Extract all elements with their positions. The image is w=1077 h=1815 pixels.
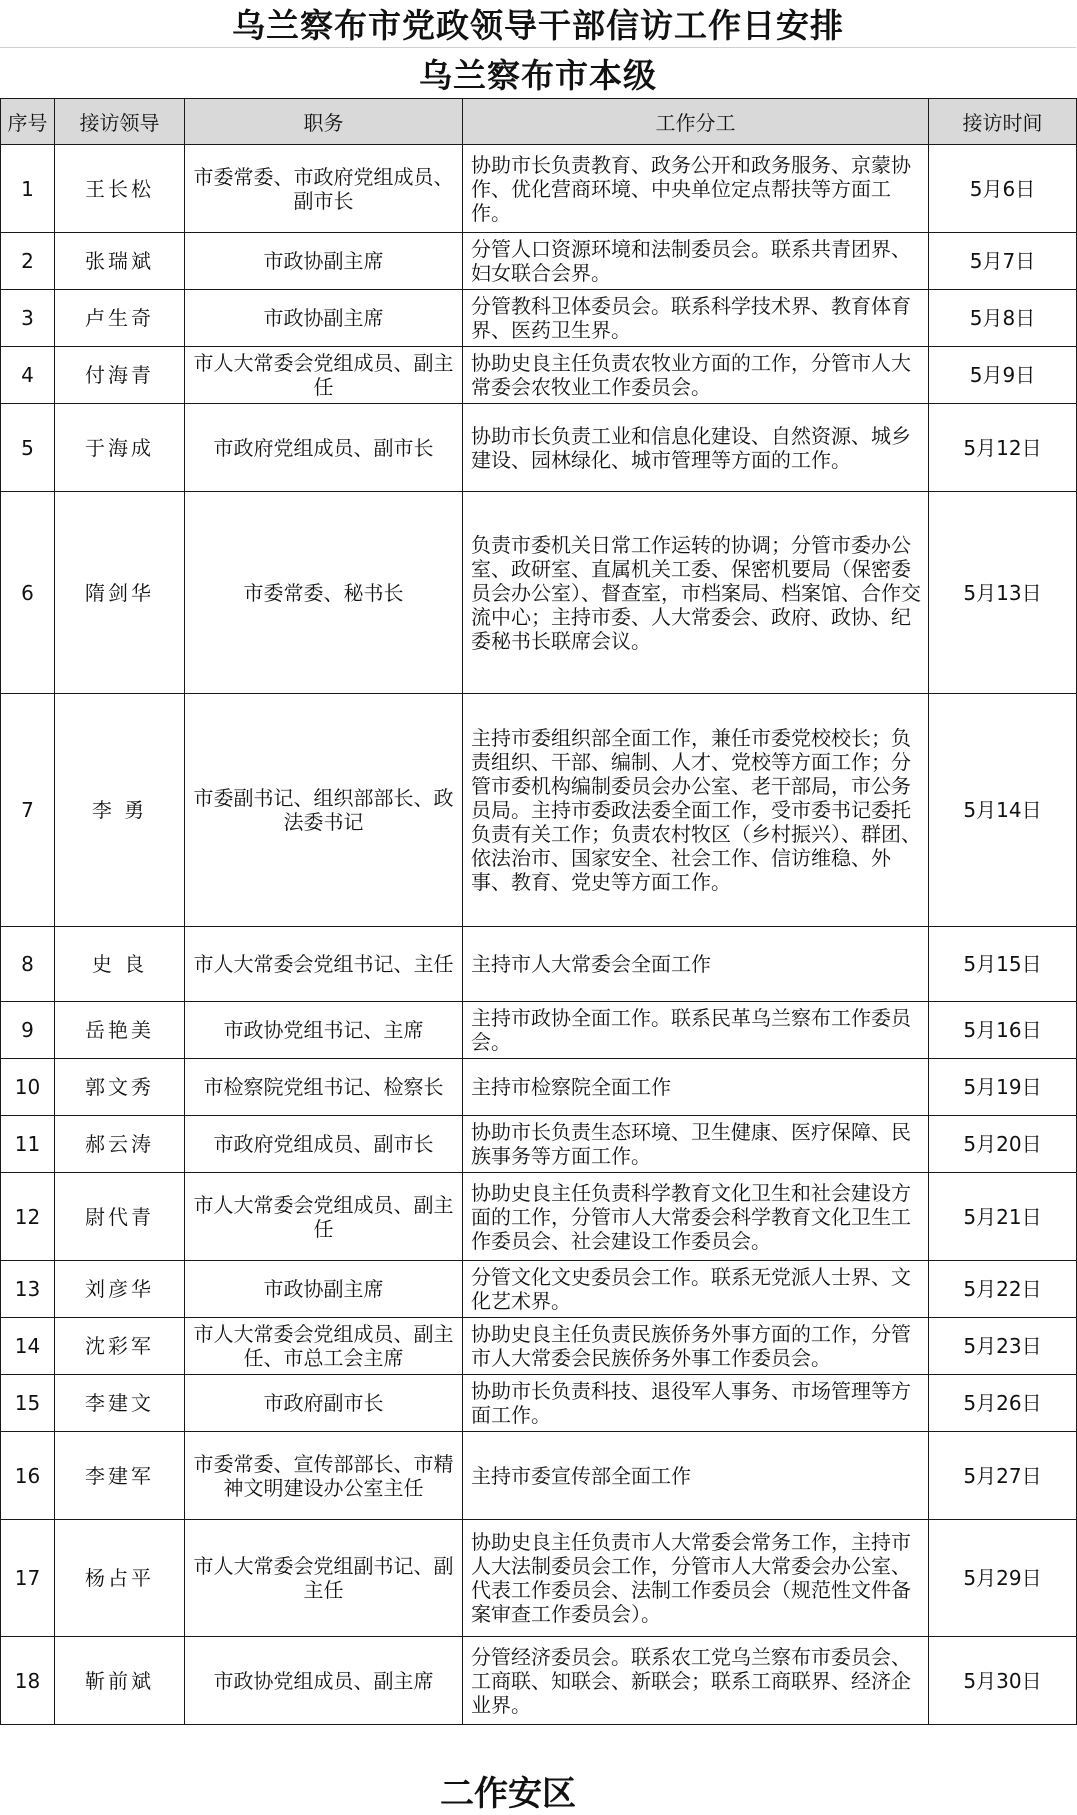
table-row	[1, 927, 1077, 1002]
table-header-row	[1, 99, 1077, 145]
table-row	[1, 145, 1077, 233]
table-row	[1, 1116, 1077, 1173]
table-row	[1, 347, 1077, 404]
reception-date: 5月29日	[929, 1520, 1077, 1637]
duty-description: 协助史良主任负责民族侨务外事方面的工作，分管市人大常委会民族侨务外事工作委员会。	[463, 1318, 929, 1375]
leader-name: 郭文秀	[55, 1059, 185, 1116]
leader-role: 市人大常委会党组书记、主任	[185, 927, 463, 1002]
duty-description: 主持市委组织部全面工作，兼任市委党校校长；负责组织、干部、编制、人才、党校等方面工作；分管市委机构编制委员会办公室、老干部局，市公务员局。主持市委政法委全面工作，受市委书记委托负责有关工作；负责农村牧区（乡村振兴）、群团、依法治市、国家安全、社会工作、信访维稳、外事、教育、党史等方面工作。	[463, 694, 929, 927]
leader-name: 王长松	[55, 145, 185, 233]
row-number: 13	[1, 1261, 55, 1318]
reception-date: 5月26日	[929, 1375, 1077, 1432]
page-title: 乌兰察布市党政领导干部信访工作日安排	[0, 0, 1076, 48]
clipped-next-heading	[0, 1762, 1076, 1814]
clipped-heading-text: 二作安区	[440, 1774, 576, 1814]
reception-date: 5月22日	[929, 1261, 1077, 1318]
row-number: 4	[1, 347, 55, 404]
column-header-duty: 工作分工	[463, 99, 929, 145]
reception-date: 5月21日	[929, 1173, 1077, 1261]
duty-description: 主持市检察院全面工作	[463, 1059, 929, 1116]
row-number: 1	[1, 145, 55, 233]
row-number: 3	[1, 290, 55, 347]
duty-description: 协助市长负责教育、政务公开和政务服务、京蒙协作、优化营商环境、中央单位定点帮扶等方面工作。	[463, 145, 929, 233]
leader-role: 市委常委、市政府党组成员、副市长	[185, 145, 463, 233]
leader-name: 沈彩军	[55, 1318, 185, 1375]
leader-name: 尉代青	[55, 1173, 185, 1261]
row-number: 9	[1, 1002, 55, 1059]
reception-date: 5月6日	[929, 145, 1077, 233]
column-header-date: 接访时间	[929, 99, 1077, 145]
duty-description: 分管经济委员会。联系农工党乌兰察布市委员会、工商联、知联会、新联会；联系工商联界、经济企业界。	[463, 1637, 929, 1725]
leader-role: 市政府党组成员、副市长	[185, 404, 463, 492]
reception-date: 5月8日	[929, 290, 1077, 347]
table-row	[1, 233, 1077, 290]
duty-description: 协助史良主任负责农牧业方面的工作，分管市人大常委会农牧业工作委员会。	[463, 347, 929, 404]
table-row	[1, 1318, 1077, 1375]
schedule-table	[0, 98, 1077, 1725]
duty-description: 协助市长负责科技、退役军人事务、市场管理等方面工作。	[463, 1375, 929, 1432]
leader-role: 市委常委、宣传部部长、市精神文明建设办公室主任	[185, 1432, 463, 1520]
row-number: 2	[1, 233, 55, 290]
row-number: 5	[1, 404, 55, 492]
row-number: 12	[1, 1173, 55, 1261]
row-number: 18	[1, 1637, 55, 1725]
table-row	[1, 1520, 1077, 1637]
reception-date: 5月23日	[929, 1318, 1077, 1375]
table-row	[1, 1173, 1077, 1261]
table-row	[1, 1637, 1077, 1725]
leader-name: 史 良	[55, 927, 185, 1002]
leader-role: 市人大常委会党组成员、副主任、市总工会主席	[185, 1318, 463, 1375]
leader-role: 市政协党组成员、副主席	[185, 1637, 463, 1725]
leader-name: 靳前斌	[55, 1637, 185, 1725]
reception-date: 5月19日	[929, 1059, 1077, 1116]
leader-name: 李建军	[55, 1432, 185, 1520]
duty-description: 协助市长负责生态环境、卫生健康、医疗保障、民族事务等方面工作。	[463, 1116, 929, 1173]
leader-role: 市政府党组成员、副市长	[185, 1116, 463, 1173]
leader-name: 岳艳美	[55, 1002, 185, 1059]
leader-role: 市政协副主席	[185, 290, 463, 347]
leader-role: 市人大常委会党组副书记、副主任	[185, 1520, 463, 1637]
table-row	[1, 694, 1077, 927]
reception-date: 5月13日	[929, 492, 1077, 694]
reception-date: 5月14日	[929, 694, 1077, 927]
row-number: 7	[1, 694, 55, 927]
leader-name: 刘彦华	[55, 1261, 185, 1318]
table-row	[1, 492, 1077, 694]
leader-name: 付海青	[55, 347, 185, 404]
leader-role: 市政府副市长	[185, 1375, 463, 1432]
duty-description: 分管人口资源环境和法制委员会。联系共青团界、妇女联合会界。	[463, 233, 929, 290]
page-subtitle: 乌兰察布市本级	[419, 55, 657, 95]
duty-description: 负责市委机关日常工作运转的协调；分管市委办公室、政研室、直属机关工委、保密机要局（保密委员会办公室）、督查室，市档案局、档案馆、合作交流中心；主持市委、人大常委会、政府、政协、纪委秘书长联席会议。	[463, 492, 929, 694]
duty-description: 分管教科卫体委员会。联系科学技术界、教育体育界、医药卫生界。	[463, 290, 929, 347]
reception-date: 5月20日	[929, 1116, 1077, 1173]
duty-description: 主持市人大常委会全面工作	[463, 927, 929, 1002]
reception-date: 5月15日	[929, 927, 1077, 1002]
leader-role: 市政协副主席	[185, 1261, 463, 1318]
leader-name: 于海成	[55, 404, 185, 492]
duty-description: 协助史良主任负责市人大常委会常务工作，主持市人大法制委员会工作，分管市人大常委会办公室、代表工作委员会、法制工作委员会（规范性文件备案审查工作委员会）。	[463, 1520, 929, 1637]
leader-name: 张瑞斌	[55, 233, 185, 290]
reception-date: 5月12日	[929, 404, 1077, 492]
row-number: 8	[1, 927, 55, 1002]
duty-description: 主持市委宣传部全面工作	[463, 1432, 929, 1520]
row-number: 17	[1, 1520, 55, 1637]
leader-name: 郝云涛	[55, 1116, 185, 1173]
column-header-role: 职务	[185, 99, 463, 145]
leader-role: 市政协副主席	[185, 233, 463, 290]
leader-role: 市人大常委会党组成员、副主任	[185, 347, 463, 404]
duty-description: 协助史良主任负责科学教育文化卫生和社会建设方面的工作，分管市人大常委会科学教育文化卫生工作委员会、社会建设工作委员会。	[463, 1173, 929, 1261]
reception-date: 5月9日	[929, 347, 1077, 404]
leader-role: 市委常委、秘书长	[185, 492, 463, 694]
leader-name: 卢生奇	[55, 290, 185, 347]
table-row	[1, 1059, 1077, 1116]
reception-date: 5月27日	[929, 1432, 1077, 1520]
leader-name: 李 勇	[55, 694, 185, 927]
leader-role: 市人大常委会党组成员、副主任	[185, 1173, 463, 1261]
table-row	[1, 1375, 1077, 1432]
row-number: 6	[1, 492, 55, 694]
column-header-no: 序号	[1, 99, 55, 145]
leader-role: 市政协党组书记、主席	[185, 1002, 463, 1059]
row-number: 14	[1, 1318, 55, 1375]
leader-name: 隋剑华	[55, 492, 185, 694]
duty-description: 主持市政协全面工作。联系民革乌兰察布工作委员会。	[463, 1002, 929, 1059]
table-row	[1, 1261, 1077, 1318]
table-row	[1, 404, 1077, 492]
row-number: 11	[1, 1116, 55, 1173]
leader-name: 李建文	[55, 1375, 185, 1432]
reception-date: 5月7日	[929, 233, 1077, 290]
leader-role: 市检察院党组书记、检察长	[185, 1059, 463, 1116]
duty-description: 分管文化文史委员会工作。联系无党派人士界、文化艺术界。	[463, 1261, 929, 1318]
table-row	[1, 1432, 1077, 1520]
table-row	[1, 1002, 1077, 1059]
reception-date: 5月16日	[929, 1002, 1077, 1059]
table-row	[1, 290, 1077, 347]
reception-date: 5月30日	[929, 1637, 1077, 1725]
leader-name: 杨占平	[55, 1520, 185, 1637]
row-number: 16	[1, 1432, 55, 1520]
duty-description: 协助市长负责工业和信息化建设、自然资源、城乡建设、园林绿化、城市管理等方面的工作。	[463, 404, 929, 492]
column-header-leader: 接访领导	[55, 99, 185, 145]
row-number: 10	[1, 1059, 55, 1116]
row-number: 15	[1, 1375, 55, 1432]
leader-role: 市委副书记、组织部部长、政法委书记	[185, 694, 463, 927]
